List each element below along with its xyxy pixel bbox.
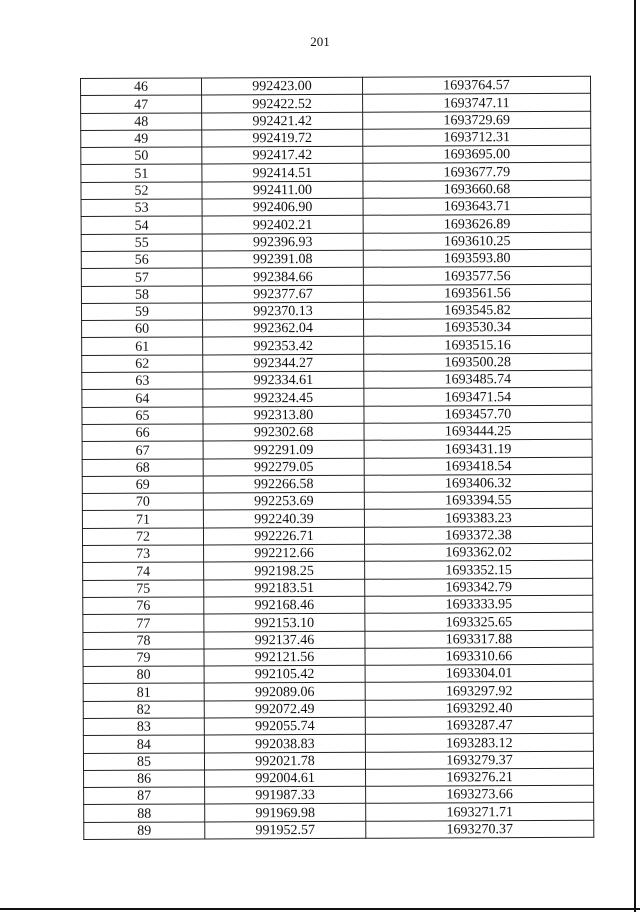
table-row <box>81 301 591 321</box>
x-coordinate-cell: 991987.33 <box>205 786 366 804</box>
table-row <box>81 163 591 183</box>
x-coordinate-cell: 992370.13 <box>202 302 363 320</box>
x-coordinate-cell: 992313.80 <box>203 406 364 424</box>
y-coordinate-cell: 1693610.25 <box>363 232 591 250</box>
y-coordinate-cell: 1693362.02 <box>365 543 593 561</box>
y-coordinate-cell: 1693515.16 <box>364 336 592 354</box>
y-coordinate-cell: 1693561.56 <box>363 284 591 302</box>
x-coordinate-cell: 992279.05 <box>203 458 364 476</box>
y-coordinate-cell: 1693304.01 <box>365 664 593 682</box>
point-number-cell: 52 <box>81 182 202 200</box>
point-number-cell: 76 <box>83 597 204 615</box>
y-coordinate-cell: 1693394.55 <box>364 491 592 509</box>
table-row <box>82 353 592 373</box>
table-row <box>83 751 593 771</box>
point-number-cell: 64 <box>82 389 203 407</box>
x-coordinate-cell: 992072.49 <box>204 700 365 718</box>
x-coordinate-cell: 992021.78 <box>204 752 365 770</box>
x-coordinate-cell: 992004.61 <box>205 769 366 787</box>
y-coordinate-cell: 1693352.15 <box>365 561 593 579</box>
y-coordinate-cell: 1693457.70 <box>364 405 592 423</box>
y-coordinate-cell: 1693297.92 <box>365 682 593 700</box>
table-row <box>82 491 592 511</box>
point-number-cell: 55 <box>81 234 202 252</box>
y-coordinate-cell: 1693292.40 <box>365 699 593 717</box>
point-number-cell: 59 <box>81 303 202 321</box>
table-row <box>83 578 593 598</box>
y-coordinate-cell: 1693279.37 <box>365 751 593 769</box>
x-coordinate-cell: 992212.66 <box>204 544 365 562</box>
y-coordinate-cell: 1693577.56 <box>363 267 591 285</box>
table-row <box>82 474 592 494</box>
table-row <box>81 232 591 252</box>
y-coordinate-cell: 1693271.71 <box>366 803 594 821</box>
table-row <box>82 405 592 425</box>
y-coordinate-cell: 1693317.88 <box>365 630 593 648</box>
point-number-cell: 54 <box>81 216 202 234</box>
point-number-cell: 77 <box>83 614 204 632</box>
x-coordinate-cell: 992414.51 <box>202 164 363 182</box>
point-number-cell: 82 <box>83 701 204 719</box>
table-row <box>83 699 593 719</box>
point-number-cell: 78 <box>83 631 204 649</box>
y-coordinate-cell: 1693418.54 <box>364 457 592 475</box>
x-coordinate-cell: 992344.27 <box>203 354 364 372</box>
table-row <box>81 94 591 114</box>
point-number-cell: 48 <box>81 113 202 131</box>
table-row <box>83 734 593 754</box>
table-row <box>82 509 592 529</box>
table-row <box>82 422 592 442</box>
y-coordinate-cell: 1693500.28 <box>364 353 592 371</box>
table-row <box>81 180 591 200</box>
x-coordinate-cell: 992417.42 <box>202 146 363 164</box>
x-coordinate-cell: 992153.10 <box>204 613 365 631</box>
x-coordinate-cell: 992422.52 <box>202 95 363 113</box>
y-coordinate-cell: 1693764.57 <box>362 76 590 94</box>
point-number-cell: 57 <box>81 268 202 286</box>
y-coordinate-cell: 1693431.19 <box>364 440 592 458</box>
point-number-cell: 66 <box>82 424 203 442</box>
point-number-cell: 56 <box>81 251 202 269</box>
point-number-cell: 65 <box>82 407 203 425</box>
table-row <box>81 197 591 217</box>
point-number-cell: 53 <box>81 199 202 217</box>
point-number-cell: 47 <box>81 95 202 113</box>
y-coordinate-cell: 1693660.68 <box>363 180 591 198</box>
table-row <box>82 526 592 546</box>
table-row <box>83 561 593 581</box>
table-row <box>82 457 592 477</box>
x-coordinate-cell: 992198.25 <box>204 562 365 580</box>
point-number-cell: 62 <box>82 355 203 373</box>
table-row <box>82 440 592 460</box>
y-coordinate-cell: 1693626.89 <box>363 215 591 233</box>
y-coordinate-cell: 1693287.47 <box>365 716 593 734</box>
point-number-cell: 83 <box>83 718 204 736</box>
x-coordinate-cell: 992324.45 <box>203 389 364 407</box>
y-coordinate-cell: 1693310.66 <box>365 647 593 665</box>
page-number: 201 <box>310 34 330 49</box>
x-coordinate-cell: 992183.51 <box>204 579 365 597</box>
point-number-cell: 80 <box>83 666 204 684</box>
table-row <box>81 145 591 165</box>
x-coordinate-cell: 992105.42 <box>204 665 365 683</box>
x-coordinate-cell: 992362.04 <box>203 319 364 337</box>
point-number-cell: 71 <box>82 510 203 528</box>
x-coordinate-cell: 992266.58 <box>203 475 364 493</box>
table-row <box>84 768 594 788</box>
point-number-cell: 60 <box>82 320 203 338</box>
x-coordinate-cell: 992406.90 <box>202 198 363 216</box>
x-coordinate-cell: 992226.71 <box>203 527 364 545</box>
x-coordinate-cell: 992391.08 <box>202 250 363 268</box>
point-number-cell: 50 <box>81 147 202 165</box>
table-row <box>83 543 593 563</box>
page-edge-right <box>634 0 636 912</box>
point-number-cell: 63 <box>82 372 203 390</box>
x-coordinate-cell: 992121.56 <box>204 648 365 666</box>
x-coordinate-cell: 992396.93 <box>202 233 363 251</box>
x-coordinate-cell: 992411.00 <box>202 181 363 199</box>
coordinates-table-body <box>81 76 594 839</box>
y-coordinate-cell: 1693444.25 <box>364 422 592 440</box>
table-row <box>81 111 591 131</box>
page-edge-bottom <box>0 908 640 910</box>
point-number-cell: 51 <box>81 164 202 182</box>
x-coordinate-cell: 992353.42 <box>203 337 364 355</box>
x-coordinate-cell: 992253.69 <box>203 492 364 510</box>
y-coordinate-cell: 1693406.32 <box>364 474 592 492</box>
point-number-cell: 46 <box>81 78 202 96</box>
x-coordinate-cell: 992291.09 <box>203 440 364 458</box>
x-coordinate-cell: 992302.68 <box>203 423 364 441</box>
point-number-cell: 70 <box>82 493 203 511</box>
y-coordinate-cell: 1693485.74 <box>364 370 592 388</box>
table-row <box>83 647 593 667</box>
y-coordinate-cell: 1693695.00 <box>363 145 591 163</box>
x-coordinate-cell: 992423.00 <box>202 77 363 95</box>
x-coordinate-cell: 992377.67 <box>202 285 363 303</box>
point-number-cell: 85 <box>83 753 204 771</box>
point-number-cell: 68 <box>82 458 203 476</box>
y-coordinate-cell: 1693273.66 <box>366 785 594 803</box>
point-number-cell: 86 <box>84 770 205 788</box>
point-number-cell: 89 <box>84 822 205 840</box>
point-number-cell: 69 <box>82 476 203 494</box>
y-coordinate-cell: 1693729.69 <box>363 111 591 129</box>
point-number-cell: 58 <box>81 286 202 304</box>
table-row <box>81 267 591 287</box>
x-coordinate-cell: 992384.66 <box>202 268 363 286</box>
x-coordinate-cell: 991969.98 <box>205 804 366 822</box>
x-coordinate-cell: 992402.21 <box>202 216 363 234</box>
point-number-cell: 79 <box>83 649 204 667</box>
point-number-cell: 72 <box>82 528 203 546</box>
y-coordinate-cell: 1693276.21 <box>366 768 594 786</box>
table-row <box>84 785 594 805</box>
table-row <box>83 630 593 650</box>
y-coordinate-cell: 1693712.31 <box>363 128 591 146</box>
y-coordinate-cell: 1693677.79 <box>363 163 591 181</box>
table-row <box>81 76 591 96</box>
table-row <box>81 284 591 304</box>
point-number-cell: 75 <box>83 580 204 598</box>
table-row <box>83 664 593 684</box>
point-number-cell: 88 <box>84 804 205 822</box>
y-coordinate-cell: 1693283.12 <box>365 734 593 752</box>
point-number-cell: 87 <box>84 787 205 805</box>
point-number-cell: 84 <box>83 735 204 753</box>
table-row <box>82 388 592 408</box>
table-row <box>82 370 592 390</box>
x-coordinate-cell: 992038.83 <box>204 735 365 753</box>
y-coordinate-cell: 1693747.11 <box>363 94 591 112</box>
coordinates-table <box>80 76 594 840</box>
table-row <box>84 803 594 823</box>
table-row <box>81 215 591 235</box>
y-coordinate-cell: 1693545.82 <box>363 301 591 319</box>
y-coordinate-cell: 1693530.34 <box>364 318 592 336</box>
x-coordinate-cell: 991952.57 <box>205 821 366 839</box>
point-number-cell: 81 <box>83 683 204 701</box>
y-coordinate-cell: 1693372.38 <box>364 526 592 544</box>
point-number-cell: 61 <box>82 337 203 355</box>
y-coordinate-cell: 1693325.65 <box>365 612 593 630</box>
point-number-cell: 67 <box>82 441 203 459</box>
point-number-cell: 49 <box>81 130 202 148</box>
y-coordinate-cell: 1693383.23 <box>364 509 592 527</box>
x-coordinate-cell: 992137.46 <box>204 631 365 649</box>
y-coordinate-cell: 1693593.80 <box>363 249 591 267</box>
y-coordinate-cell: 1693471.54 <box>364 388 592 406</box>
y-coordinate-cell: 1693643.71 <box>363 197 591 215</box>
table-row <box>83 682 593 702</box>
table-row <box>84 820 594 840</box>
point-number-cell: 73 <box>83 545 204 563</box>
y-coordinate-cell: 1693342.79 <box>365 578 593 596</box>
table-row <box>82 336 592 356</box>
table-row <box>81 249 591 269</box>
table-row <box>83 612 593 632</box>
x-coordinate-cell: 992055.74 <box>204 717 365 735</box>
y-coordinate-cell: 1693270.37 <box>366 820 594 838</box>
x-coordinate-cell: 992419.72 <box>202 129 363 147</box>
x-coordinate-cell: 992421.42 <box>202 112 363 130</box>
x-coordinate-cell: 992240.39 <box>203 510 364 528</box>
x-coordinate-cell: 992089.06 <box>204 683 365 701</box>
table-row <box>83 595 593 615</box>
table-row <box>83 716 593 736</box>
table-row <box>82 318 592 338</box>
x-coordinate-cell: 992334.61 <box>203 371 364 389</box>
x-coordinate-cell: 992168.46 <box>204 596 365 614</box>
table-row <box>81 128 591 148</box>
point-number-cell: 74 <box>83 562 204 580</box>
y-coordinate-cell: 1693333.95 <box>365 595 593 613</box>
